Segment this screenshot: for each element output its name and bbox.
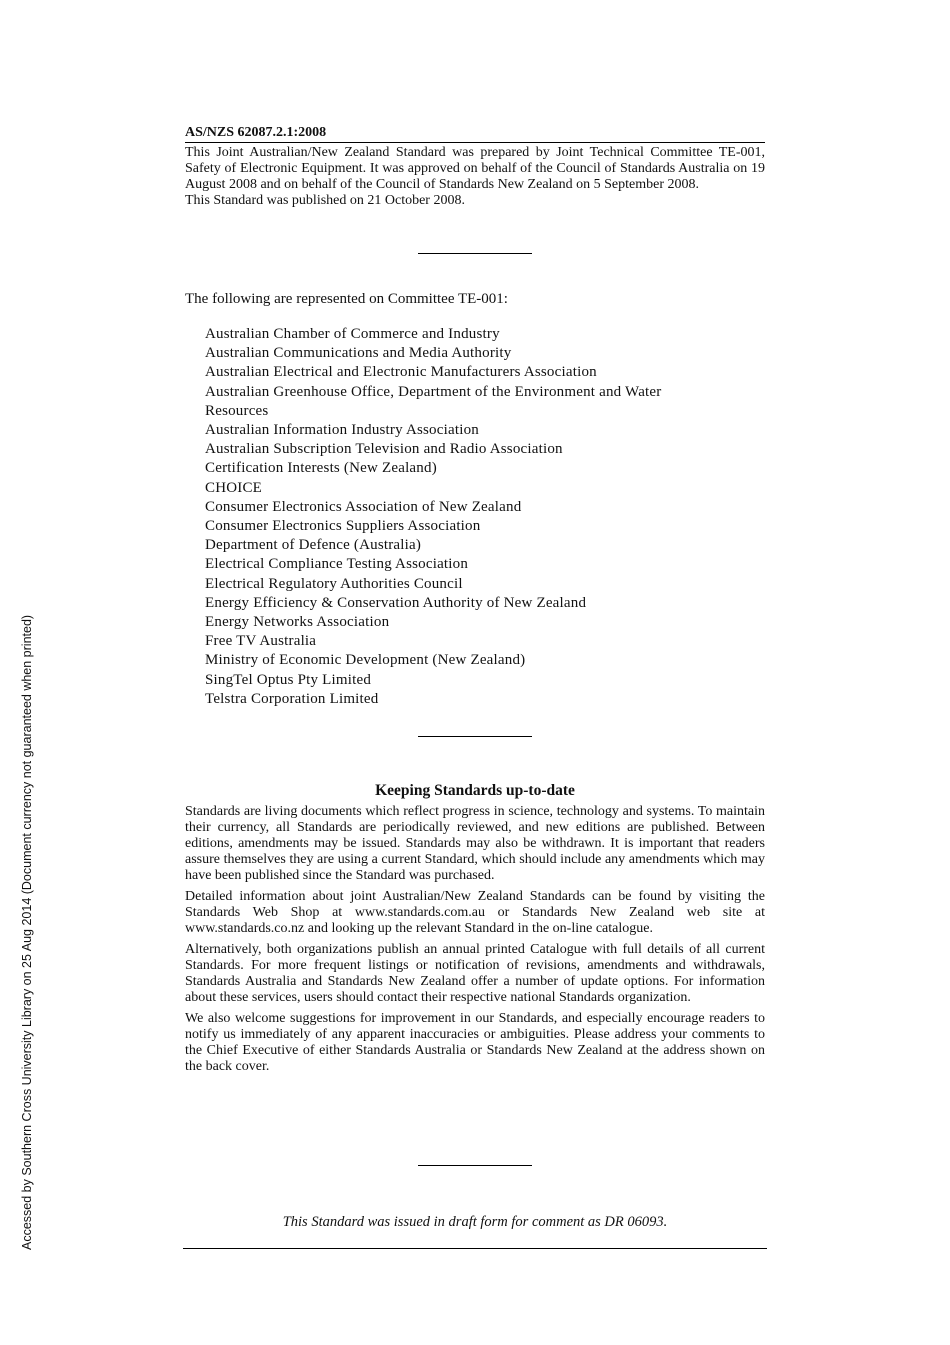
preparation-block xyxy=(185,145,765,209)
bottom-rule xyxy=(183,1248,767,1249)
list-item: Consumer Electronics Suppliers Association xyxy=(205,518,481,535)
body-paragraph: We also welcome suggestions for improvement in our Standards, and especially encourage readers to notify us immediately of any apparent inaccuracies or ambiguities. Please address your comments to the Chief Executive of either Standards Australia or Standards New Zealand at the address shown on the back cover. xyxy=(185,1011,765,1074)
section-divider xyxy=(418,736,532,737)
list-item: Telstra Corporation Limited xyxy=(205,690,379,707)
list-item: Consumer Electronics Association of New Zealand xyxy=(205,498,522,515)
list-item: SingTel Optus Pty Limited xyxy=(205,671,372,688)
list-item: Resources xyxy=(205,402,269,419)
committee-intro: The following are represented on Committee TE-001: xyxy=(185,291,508,307)
list-item: Electrical Regulatory Authorities Council xyxy=(205,575,463,592)
draft-note: This Standard was issued in draft form for comment as DR 06093. xyxy=(282,1214,668,1230)
list-item: Department of Defence (Australia) xyxy=(205,537,422,554)
list-item: Australian Electrical and Electronic Manufacturers Association xyxy=(205,364,597,381)
section-heading: Keeping Standards up-to-date xyxy=(375,782,575,799)
access-watermark: Accessed by Southern Cross University Library on 25 Aug 2014 (Document currency not guaranteed when printed) xyxy=(20,614,34,1250)
publication-date: This Standard was published on 21 October 2008. xyxy=(185,193,465,208)
section-divider xyxy=(418,1165,532,1166)
list-item: Certification Interests (New Zealand) xyxy=(205,460,437,477)
standard-number: AS/NZS 62087.2.1:2008 xyxy=(185,125,765,143)
list-item: Energy Networks Association xyxy=(205,614,390,631)
list-item: Electrical Compliance Testing Association xyxy=(205,556,469,573)
list-item: Australian Greenhouse Office, Department of the Environment and Water xyxy=(205,383,662,400)
list-item: Energy Efficiency & Conservation Authority of New Zealand xyxy=(205,594,587,611)
list-item: Free TV Australia xyxy=(205,633,317,650)
list-item: Australian Communications and Media Authority xyxy=(205,345,512,362)
list-item: Australian Chamber of Commerce and Industry xyxy=(205,326,500,342)
list-item: Australian Information Industry Association xyxy=(205,422,479,439)
body-paragraph: Detailed information about joint Australian/New Zealand Standards can be found by visiting the Standards Web Shop at www.standards.com.au or Standards New Zealand web site at www.standards.co.nz and looking up the relevant Standard in the on-line catalogue. xyxy=(185,889,765,936)
preparation-paragraph: This Joint Australian/New Zealand Standard was prepared by Joint Technical Committee TE-001, Safety of Electronic Equipment. It was approved on behalf of the Council of Standards Australia on 19 August 2008 and on behalf of the Council of Standards New Zealand on 5 September 2008. xyxy=(185,145,765,192)
keeping-up-to-date-body xyxy=(185,804,765,1080)
list-item: Australian Subscription Television and Radio Association xyxy=(205,441,563,458)
section-divider xyxy=(418,253,532,254)
body-paragraph: Standards are living documents which reflect progress in science, technology and systems. To maintain their currency, all Standards are periodically reviewed, and new editions are published. Between editions, amendments may be issued. Standards may also be withdrawn. It is important that readers assure themselves they are using a current Standard, which should include any amendments which may have been published since the Standard was purchased. xyxy=(185,804,765,883)
body-paragraph: Alternatively, both organizations publish an annual printed Catalogue with full details of all current Standards. For more frequent listings or notification of revisions, amendments and withdrawals, Standards Australia and Standards New Zealand offer a number of update options. For information about these services, users should contact their respective national Standards organization. xyxy=(185,942,765,1005)
committee-member-list xyxy=(205,325,765,709)
list-item: CHOICE xyxy=(205,479,263,496)
list-item: Ministry of Economic Development (New Zealand) xyxy=(205,652,526,669)
